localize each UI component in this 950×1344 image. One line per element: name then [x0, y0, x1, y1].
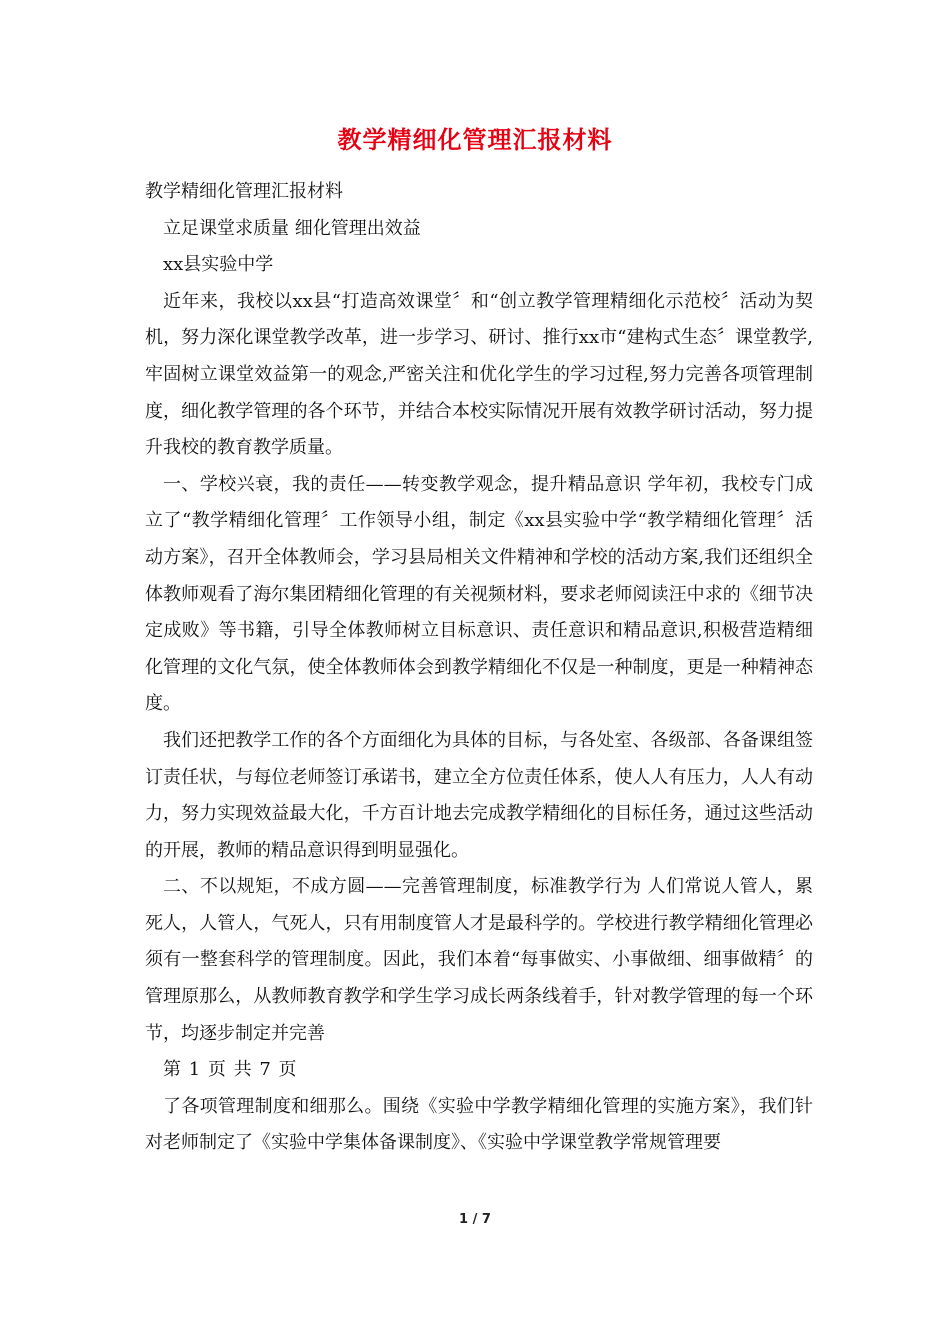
paragraph-heading: 教学精细化管理汇报材料	[145, 181, 343, 202]
paragraph-continued: 了各项管理制度和细那么。围绕《实验中学教学精细化管理的实施方案》，我们针对老师制定了《实验中学集体备课制度》、《实验中学课堂教学常规管理要	[145, 1095, 813, 1154]
document-title: 教学精细化管理汇报材料	[337, 126, 613, 154]
page-marker: 第 1 页 共 7 页	[163, 1059, 297, 1081]
paragraph-school: xx县实验中学	[163, 254, 274, 276]
document-body	[145, 174, 813, 1162]
paragraph-responsibility: 我们还把教学工作的各个方面细化为具体的目标，与各处室、各级部、各备课组签订责任状，与每位老师签订承诺书，建立全方位责任体系，使人人有压力，人人有动力，努力实现效益最大化，千方百计地去完成教学精细化的目标任务，通过这些活动的开展，教师的精品意识得到明显强化。	[145, 729, 813, 861]
paragraph-section-one: 一、学校兴衰，我的责任——转变教学观念，提升精品意识 学年初，我校专门成立了“教学精细化管理〞工作领导小组，制定《xx县实验中学“教学精细化管理〞活动方案》，召开全体教师会，学习县局相关文件精神和学校的活动方案,我们还组织全体教师观看了海尔集团精细化管理的有关视频材料，要求老师阅读汪中求的《细节决定成败》等书籍，引导全体教师树立目标意识、责任意识和精品意识,积极营造精细化管理的文化气氛，使全体教师体会到教学精细化不仅是一种制度，更是一种精神态度。	[145, 473, 813, 715]
paragraph-subtitle: 立足课堂求质量 细化管理出效益	[163, 217, 421, 239]
paragraph-intro: 近年来，我校以xx县“打造高效课堂〞和“创立教学管理精细化示范校〞活动为契机，努力深化课堂教学改革，进一步学习、研讨、推行xx市“建构式生态〞课堂教学,牢固树立课堂效益第一的观念,严密关注和优化学生的学习过程,努力完善各项管理制度，细化教学管理的各个环节，并结合本校实际情况开展有效教学研讨活动，努力提升我校的教育教学质量。	[145, 290, 813, 459]
paragraph-section-two: 二、不以规矩，不成方圆——完善管理制度，标准教学行为 人们常说人管人，累死人，人管人，气死人，只有用制度管人才是最科学的。学校进行教学精细化管理必须有一整套科学的管理制度。因此，我们本着“每事做实、小事做细、细事做精〞的管理原那么，从教师教育教学和学生学习成长两条线着手，针对教学管理的每一个环节，均逐步制定并完善	[145, 876, 813, 1044]
page-indicator: 1 / 7	[459, 1212, 491, 1227]
